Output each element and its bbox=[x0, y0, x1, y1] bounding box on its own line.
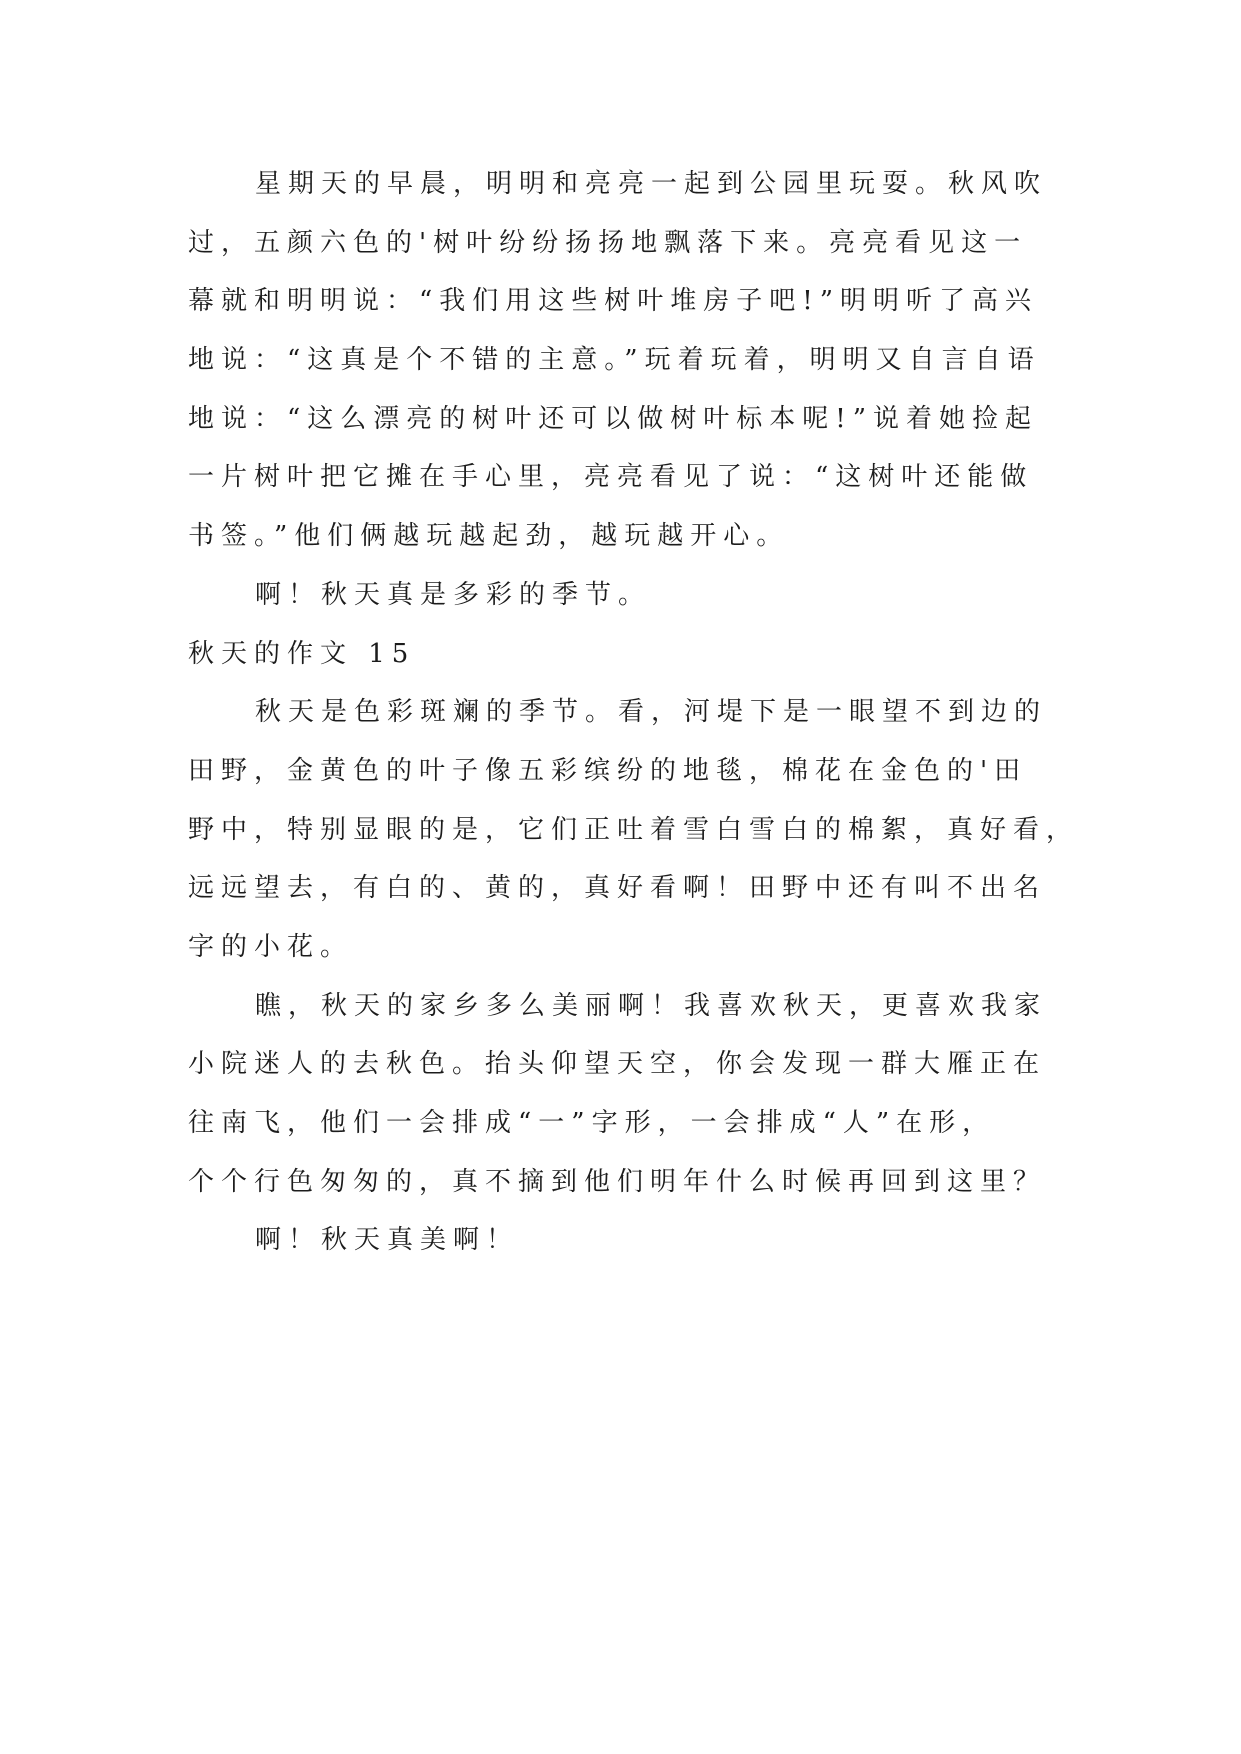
paragraph-line: 往南飞，他们一会排成“一”字形，一会排成“人”在形， bbox=[188, 1108, 996, 1138]
paragraph-line: 幕就和明明说：“我们用这些树叶堆房子吧!”明明听了高兴 bbox=[188, 286, 1039, 317]
paragraph-line: 过，五颜六色的'树叶纷纷扬扬地飘落下来。亮亮看见这一 bbox=[188, 227, 1028, 258]
paragraph-line: 野中，特别显眼的是，它们正吐着雪白雪白的棉絮，真好看， bbox=[188, 814, 1080, 845]
essay-paragraph bbox=[188, 566, 1088, 625]
essay-paragraph bbox=[188, 683, 1088, 976]
paragraph-line: 地说：“这么漂亮的树叶还可以做树叶标本呢!”说着她捡起 bbox=[188, 403, 1039, 434]
paragraph-line: 字的小花。 bbox=[188, 931, 354, 962]
paragraph-line: 秋天是色彩斑斓的季节。看，河堤下是一眼望不到边的 bbox=[255, 697, 1048, 728]
paragraph-line: 个个行色匆匆的，真不摘到他们明年什么时候再回到这里？ bbox=[188, 1166, 1047, 1197]
essay-section bbox=[188, 625, 1088, 1271]
paragraph-line: 书签。”他们俩越玩越起劲，越玩越开心。 bbox=[188, 521, 790, 552]
essay-paragraph bbox=[188, 1211, 1088, 1270]
paragraph-line: 小院迷人的去秋色。抬头仰望天空，你会发现一群大雁正在 bbox=[188, 1049, 1047, 1080]
essay-paragraph bbox=[188, 155, 1088, 566]
essay-paragraph bbox=[188, 977, 1088, 1212]
document-body bbox=[188, 155, 1088, 1270]
paragraph-line: 啊！秋天真是多彩的季节。 bbox=[255, 579, 652, 610]
essay-section bbox=[188, 155, 1088, 625]
paragraph-line: 星期天的早晨，明明和亮亮一起到公园里玩耍。秋风吹 bbox=[255, 169, 1048, 199]
paragraph-line: 啊！秋天真美啊！ bbox=[255, 1225, 520, 1256]
paragraph-line: 田野，金黄色的叶子像五彩缤纷的地毯，棉花在金色的'田 bbox=[188, 755, 1028, 786]
paragraph-line: 远远望去，有白的、黄的，真好看啊！田野中还有叫不出名 bbox=[188, 873, 1047, 904]
paragraph-line: 地说：“这真是个不错的主意。”玩着玩着，明明又自言自语 bbox=[188, 345, 1041, 376]
paragraph-line: 一片树叶把它摊在手心里，亮亮看见了说：“这树叶还能做 bbox=[188, 462, 1034, 493]
essay-title: 秋天的作文 15 bbox=[188, 638, 416, 669]
paragraph-line: 瞧，秋天的家乡多么美丽啊！我喜欢秋天，更喜欢我家 bbox=[255, 990, 1048, 1021]
